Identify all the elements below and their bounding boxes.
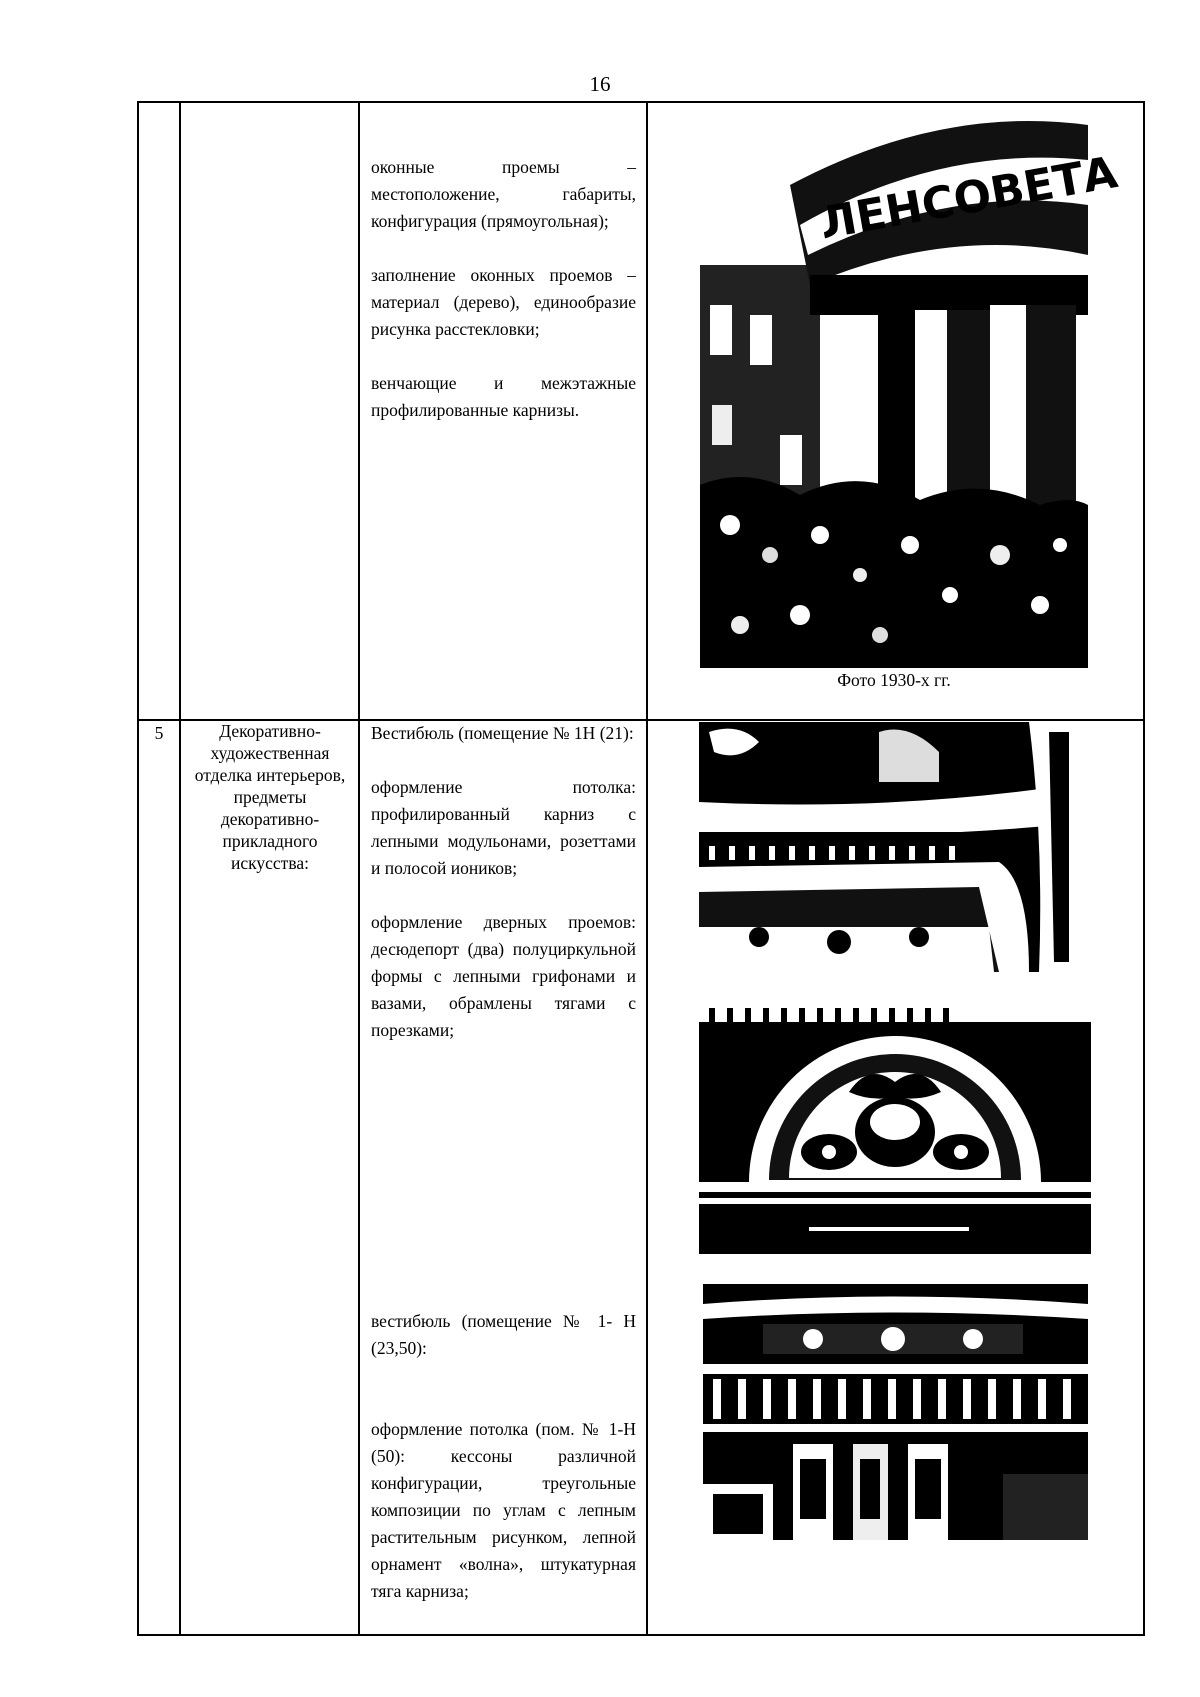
door-pediment-photo <box>699 1002 1091 1254</box>
facade-photo-image <box>700 105 1122 668</box>
photo-sign-text: ЛЕНСОВЕТА <box>816 147 1122 250</box>
table-border-right <box>1143 101 1145 1635</box>
row-number: 5 <box>154 723 164 743</box>
table-border-left <box>137 101 139 1635</box>
description-paragraph: заполнение оконных проемов – материал (дерево), единообразие рисунка расстекловки; <box>371 265 636 339</box>
column-separator-1 <box>179 101 181 1635</box>
page-number: 16 <box>589 72 611 96</box>
door-pediment-image <box>699 1002 1091 1254</box>
column-separator-3 <box>646 101 648 1635</box>
vestibule-balcony-photo <box>703 1284 1088 1540</box>
table-border-bottom <box>137 1634 1145 1636</box>
ceiling-cornice-image <box>699 722 1089 972</box>
description-paragraph: венчающие и межэтажные профилированные карнизы. <box>371 373 636 420</box>
photo-caption: Фото 1930-х гг. <box>837 670 951 690</box>
column-separator-2 <box>358 101 360 1635</box>
row1-description <box>371 154 636 424</box>
ceiling-cornice-photo <box>699 722 1089 972</box>
description-paragraph: оформление дверных проемов: десюдепорт (два) полуциркульной формы с лепными грифонами и вазами, обрамлены тягами с порезками; <box>371 912 636 1040</box>
description-paragraph: оформление потолка: профилированный карниз с лепными модульонами, розеттами и полосой иоников; <box>371 777 636 878</box>
description-paragraph: Вестибюль (помещение № 1Н (21): <box>371 723 634 743</box>
description-paragraph: оформление потолка (пом. № 1-Н (50): кессоны различной конфигурации, треугольные композиции по углам с лепным растительным рисунком, лепной орнамент «волна», штукатурная тяга карниза; <box>371 1419 636 1601</box>
vestibule-balcony-image <box>703 1284 1088 1540</box>
description-paragraph: вестибюль (помещение № 1- Н (23,50): <box>371 1311 636 1358</box>
table-border-top <box>137 101 1145 103</box>
row2-description-top <box>371 720 636 1044</box>
description-paragraph: оконные проемы – местоположение, габариты, конфигурация (прямоугольная); <box>371 157 636 231</box>
row2-element: Декоративно-художественная отделка интерьеров, предметы декоративно-прикладного искусства: <box>194 721 346 873</box>
facade-photo <box>700 105 1122 668</box>
row2-description-bottom <box>371 1308 636 1605</box>
